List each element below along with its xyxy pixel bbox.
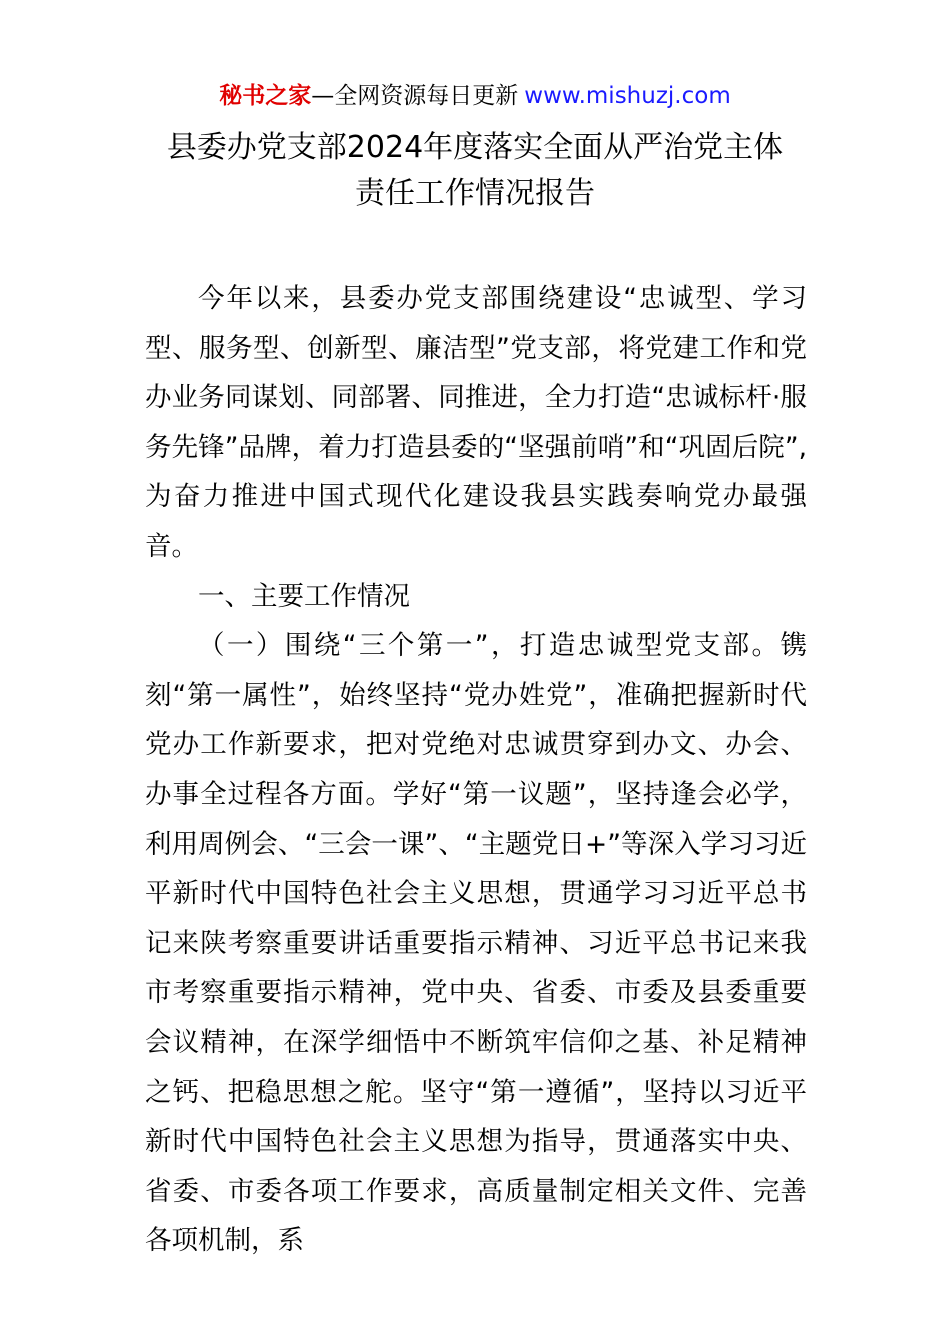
document-title — [100, 125, 850, 217]
document-title-line-1: 县委办党支部2024年度落实全面从严治党主体 — [166, 130, 784, 165]
site-url-link[interactable]: www.mishuzj.com — [524, 83, 731, 109]
header-tagline: —全网资源每日更新 — [311, 83, 519, 109]
brand-name: 秘书之家 — [219, 83, 312, 109]
document-body — [145, 274, 807, 1266]
document-title-line-2: 责任工作情况报告 — [355, 176, 595, 211]
site-header — [0, 80, 950, 112]
body-paragraph: （一）围绕“三个第一”，打造忠诚型党支部。镌刻“第一属性”，始终坚持“党办姓党”，准确把握新时代党办工作新要求，把对党绝对忠诚贯穿到办文、办会、办事全过程各方面。学好“第一议题”，坚持逢会必学，利用周例会、“三会一课”、“主题党日+”等深入学习习近平新时代中国特色社会主义思想，贯通学习习近平总书记来陕考察重要讲话重要指示精神、习近平总书记来我市考察重要指示精神，党中央、省委、市委及县委重要会议精神，在深学细悟中不断筑牢信仰之基、补足精神之钙、把稳思想之舵。坚守“第一遵循”，坚持以习近平新时代中国特色社会主义思想为指导，贯通落实中央、省委、市委各项工作要求，高质量制定相关文件、完善各项机制，系 — [145, 630, 807, 1257]
section-heading: 一、主要工作情况 — [198, 580, 410, 612]
intro-paragraph: 今年以来，县委办党支部围绕建设“忠诚型、学习型、服务型、创新型、廉洁型”党支部，将党建工作和党办业务同谋划、同部署、同推进，全力打造“忠诚标杆·服务先锋”品牌，着力打造县委的“坚强前哨”和“巩固后院”,为奋力推进中国式现代化建设我县实践奏响党办最强音。 — [145, 283, 807, 562]
